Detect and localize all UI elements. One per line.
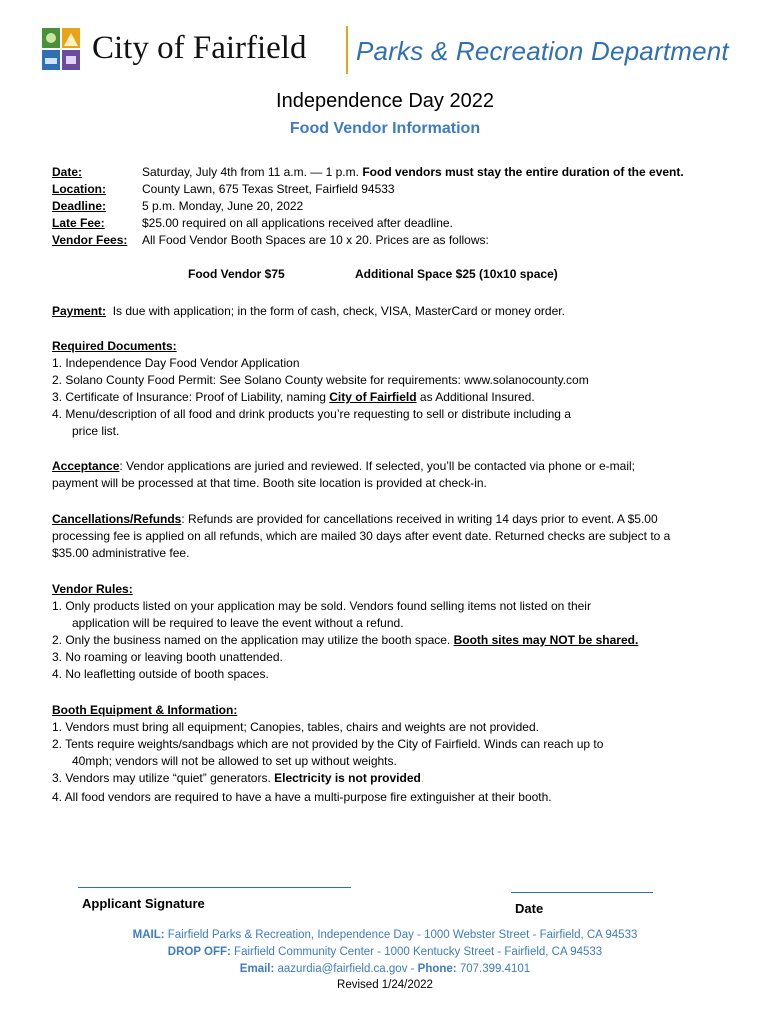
footer-mail [0,929,770,941]
booth-not-shared-emphasis: Booth sites may NOT be shared. [453,633,639,647]
acceptance-line-1 [52,459,635,473]
city-of-fairfield-emphasis: City of Fairfield [329,390,417,404]
booth-item-4: 4. All food vendors are required to have a have a multi-purpose fire extinguisher at their booth. [52,790,552,804]
booth-item-1: 1. Vendors must bring all equipment; Canopies, tables, chairs and weights are not provided. [52,720,539,734]
phone-label: Phone: [417,963,457,975]
vendor-rule-2 [52,633,638,647]
payment-label: Payment: [52,304,107,318]
dropoff-text: Fairfield Community Center - 1000 Kentucky Street - Fairfield, CA 94533 [230,946,603,958]
vendor-rule-2-text: 2. Only the business named on the application may utilize the booth space. [52,633,454,647]
vendor-rule-4: 4. No leafletting outside of booth spaces. [52,667,269,681]
deadline-value: 5 p.m. Monday, June 20, 2022 [142,199,304,213]
date-text: Saturday, July 4th from 11 a.m. — 1 p.m. [142,165,359,179]
vendor-fees-value: All Food Vendor Booth Spaces are 10 x 20. Prices are as follows: [142,233,489,247]
required-doc-item-3-text: 3. Certificate of Insurance: Proof of Liability, naming [52,390,330,404]
cancellations-line-1 [52,512,658,526]
email-text[interactable]: aazurdia@fairfield.ca.gov - [274,963,418,975]
additional-space-price: Additional Space $25 (10x10 space) [355,267,558,281]
department-name: Parks & Recreation Department [356,36,729,66]
required-doc-item-4: 4. Menu/description of all food and drink products you’re requesting to sell or distribute including a [52,407,571,421]
late-fee-value: $25.00 required on all applications received after deadline. [142,216,453,230]
city-name: City of Fairfield [92,30,307,66]
late-fee-label: Late Fee: [52,216,105,230]
dropoff-label: DROP OFF: [167,946,231,958]
date-signature-line[interactable] [511,892,653,893]
date-signature-label: Date [515,901,544,916]
mail-text: Fairfield Parks & Recreation, Independence Day - 1000 Webster Street - Fairfield, CA 94533 [164,929,638,941]
electricity-emphasis: Electricity is not provided [274,771,421,785]
email-label: Email: [239,963,275,975]
location-value: County Lawn, 675 Texas Street, Fairfield 94533 [142,182,395,196]
payment-text: Is due with application; in the form of cash, check, VISA, MasterCard or money order. [112,304,565,318]
required-doc-item-2: 2. Solano County Food Permit: See Solano County website for requirements: www.solanocounty.com [52,373,589,387]
required-doc-item-1: 1. Independence Day Food Vendor Application [52,356,300,370]
revised-date: Revised 1/24/2022 [337,979,433,991]
footer-contact [0,963,770,975]
payment-line [52,304,565,318]
acceptance-label: Acceptance [52,459,120,473]
location-label: Location: [52,182,106,196]
date-value [142,165,684,179]
vendor-rule-1-cont: application will be required to leave the event without a refund. [72,616,404,630]
applicant-signature-label: Applicant Signature [82,896,205,911]
vendor-fees-label: Vendor Fees: [52,233,128,247]
booth-item-3 [52,771,424,785]
booth-item-2: 2. Tents require weights/sandbags which are not provided by the City of Fairfield. Winds can reach up to [52,737,604,751]
required-docs-heading: Required Documents: [52,339,177,353]
cancellations-text: : Refunds are provided for cancellations received in writing 14 days prior to event. A $5.00 [181,512,658,526]
applicant-signature-line[interactable] [78,887,351,888]
cancellations-line-2: processing fee is applied on all refunds, which are mailed 30 days after event date. Returned checks are subject to a [52,529,671,543]
page-subtitle: Food Vendor Information [289,120,481,137]
required-doc-item-3 [52,390,535,404]
deadline-label: Deadline: [52,199,107,213]
cancellations-line-3: $35.00 administrative fee. [52,546,190,560]
phone-text: 707.399.4101 [456,963,531,975]
booth-heading: Booth Equipment & Information: [52,703,238,717]
date-note: Food vendors must stay the entire duration of the event. [362,165,684,179]
required-doc-item-4-cont: price list. [72,424,120,438]
mail-label: MAIL: [132,929,165,941]
required-doc-item-3-end: as Additional Insured. [416,390,535,404]
food-vendor-price: Food Vendor $75 [188,267,285,281]
acceptance-line-2: payment will be processed at that time. Booth site location is provided at check-in. [52,476,487,490]
booth-item-2-cont: 40mph; vendors will not be allowed to set up without weights. [72,754,397,768]
cancellations-label: Cancellations/Refunds [52,512,182,526]
footer-dropoff [0,946,770,958]
booth-item-3-dot: . [420,771,425,785]
vendor-rule-3: 3. No roaming or leaving booth unattended. [52,650,283,664]
city-logo [42,28,82,72]
booth-item-3-text: 3. Vendors may utilize “quiet” generators. [52,771,275,785]
vendor-rules-heading: Vendor Rules: [52,582,133,596]
page-title: Independence Day 2022 [276,90,494,112]
vendor-rule-1: 1. Only products listed on your application may be sold. Vendors found selling items not listed on their [52,599,591,613]
header-divider [346,26,348,74]
date-label: Date: [52,165,83,179]
acceptance-text: : Vendor applications are juried and reviewed. If selected, you’ll be contacted via phone or e-mail; [119,459,636,473]
